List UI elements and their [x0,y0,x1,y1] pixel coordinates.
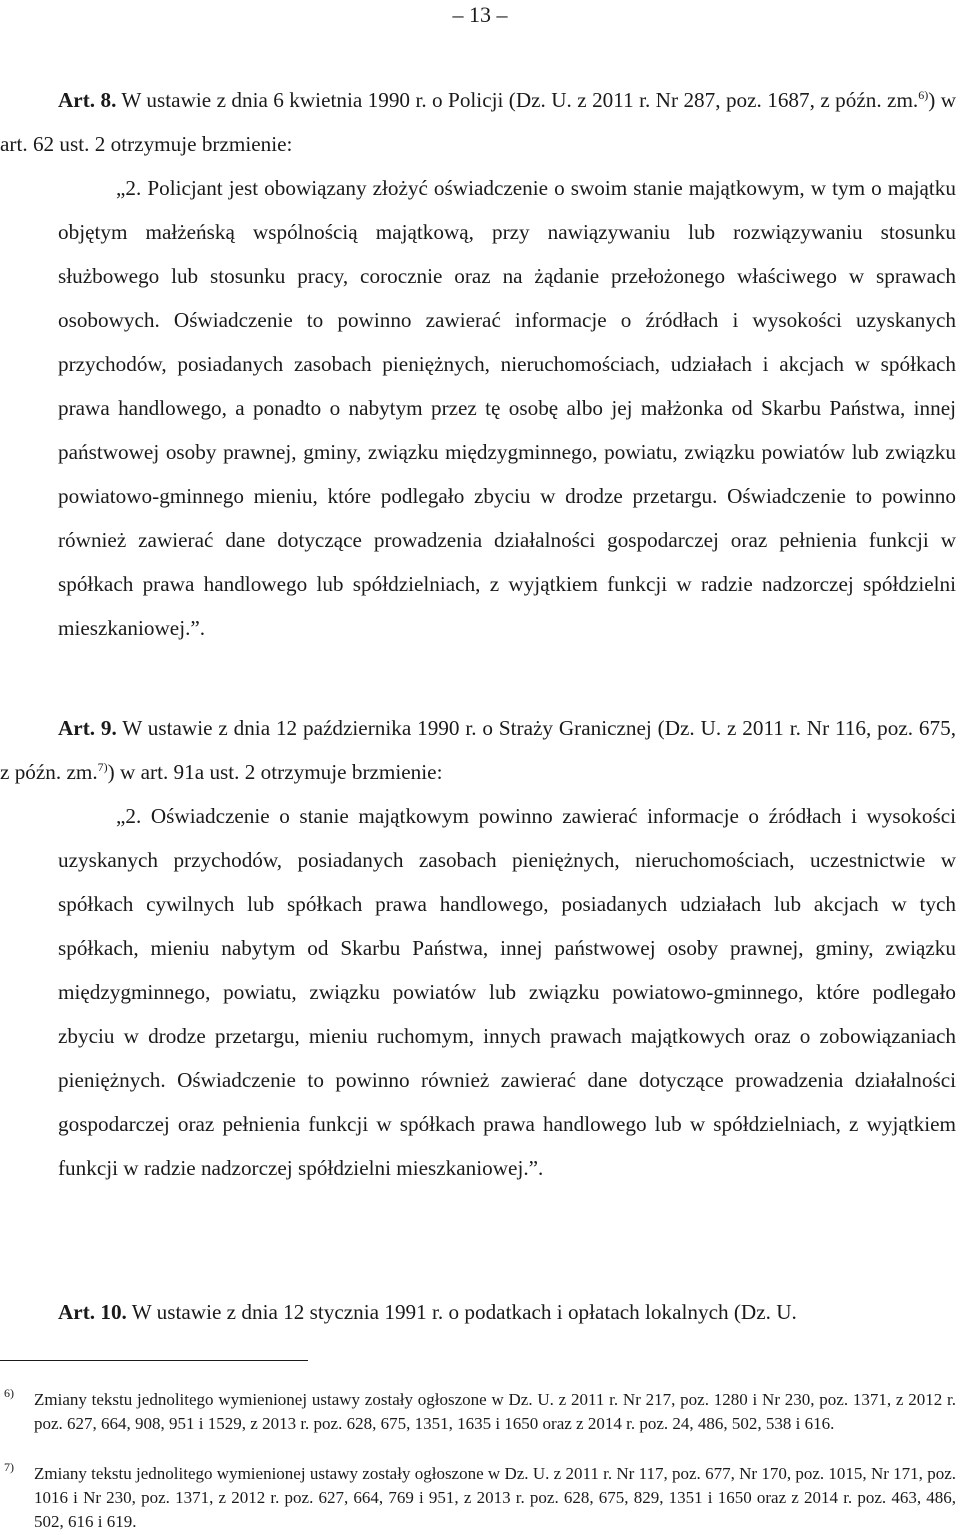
art8-intro [0,78,956,166]
art9-intro [0,706,956,794]
art9-intro-text-b: ) w art. 91a ust. 2 otrzymuje brzmienie: [107,760,443,784]
footnote-mark-7: 7) [4,1460,14,1474]
art8-intro-text-b: ) w art. 62 ust. 2 otrzymuje brzmienie: [0,88,957,156]
art8-label: Art. 8. [58,88,117,112]
footnote-7: Zmiany tekstu jednolitego wymienionej ustawy zostały ogłoszone w Dz. U. z 2011 r. Nr 117, poz. 677, Nr 170, poz. 1015, Nr 171, poz. 1016 i Nr 230, poz. 1371, z 2012 r. poz. 627, 664, 769 i 951, z 2013 r. poz. 628, 675, 829, 1351 i 1650 oraz z 2014 r. poz. 463, 486, 502, 616 i 619. [34,1464,956,1531]
art10-intro [0,1290,960,1334]
footnote-mark-6: 6) [4,1386,14,1400]
footnote-ref-7[interactable]: 7) [97,760,108,774]
art10-intro-text: W ustawie z dnia 12 stycznia 1991 r. o podatkach i opłatach lokalnych (Dz. U. [126,1300,797,1324]
page-number: – 13 – [452,2,508,27]
art9-label: Art. 9. [58,716,117,740]
footnote-ref-6[interactable]: 6) [918,88,929,102]
art8-quote: „2. Policjant jest obowiązany złożyć oświadczenie o swoim stanie majątkowym, w tym o majątku objętym małżeńską wspólnością majątkową, przy nawiązywaniu lub rozwiązywaniu stosunku służbowego lub stosunku pracy, corocznie oraz na żądanie przełożonego właściwego w sprawach osobowych. Oświadczenie to powinno zawierać informacje o źródłach i wysokości uzyskanych przychodów, posiadanych zasobach pieniężnych, nieruchomościach, udziałach i akcjach w spółkach prawa handlowego, a ponadto o nabytym przez tę osobę albo jej małżonka od Skarbu Państwa, innej państwowej osoby prawnej, gminy, związku międzygminnego, powiatu, związku powiatów lub związku powiatowo-gminnego mieniu, które podlegało zbyciu w drodze przetargu. Oświadczenie to powinno również zawierać dane dotyczące prowadzenia działalności gospodarczej oraz pełnienia funkcji w spółkach prawa handlowego lub spółdzielniach, z wyjątkiem funkcji w radzie nadzorczej spółdzielni mieszkaniowej.”. [58,176,956,640]
footnote-6: Zmiany tekstu jednolitego wymienionej ustawy zostały ogłoszone w Dz. U. z 2011 r. Nr 217, poz. 1280 i Nr 230, poz. 1371, z 2012 r. poz. 627, 664, 908, 951 i 1529, z 2013 r. poz. 628, 675, 1351, 1635 i 1650 oraz z 2014 r. poz. 24, 486, 502, 538 i 616. [34,1390,956,1433]
art9-quote: „2. Oświadczenie o stanie majątkowym powinno zawierać informacje o źródłach i wysokości uzyskanych przychodów, posiadanych zasobach pieniężnych, nieruchomościach, uczestnictwie w spółkach cywilnych lub spółkach prawa handlowego, posiadanych udziałach lub akcjach w tych spółkach, mieniu nabytym od Skarbu Państwa, innej państwowej osoby prawnej, gminy, związku międzygminnego, powiatu, związku powiatów lub związku powiatowo-gminnego, które podlegało zbyciu w drodze przetargu, mieniu ruchomym, innych prawach majątkowych oraz o zobowiązaniach pieniężnych. Oświadczenie to powinno również zawierać dane dotyczące prowadzenia działalności gospodarczej oraz pełnienia funkcji w spółkach prawa handlowego lub w spółdzielniach, z wyjątkiem funkcji w radzie nadzorczej spółdzielni mieszkaniowej.”. [58,804,956,1180]
footnote-separator [0,1360,308,1361]
art8-intro-text-a: W ustawie z dnia 6 kwietnia 1990 r. o Policji (Dz. U. z 2011 r. Nr 287, poz. 1687, z późn. zm. [116,88,919,112]
art10-label: Art. 10. [58,1300,127,1324]
art9-intro-text-a: W ustawie z dnia 12 października 1990 r. o Straży Granicznej (Dz. U. z 2011 r. Nr 116, poz. 675, z późn. zm. [0,716,956,784]
